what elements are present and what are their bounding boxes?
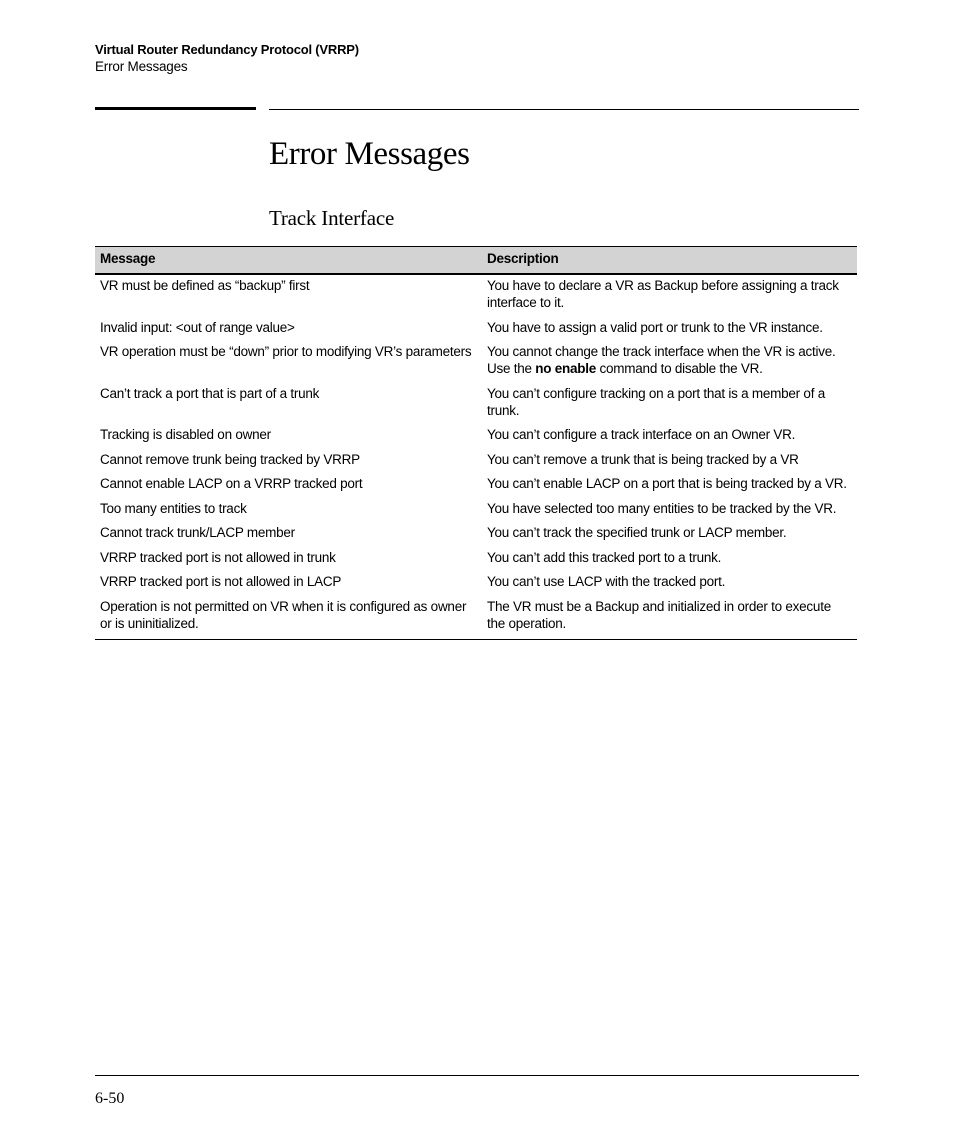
table-row [95, 424, 857, 449]
section-title: Error Messages [269, 136, 470, 172]
page-number: 6-50 [95, 1090, 125, 1107]
description-cell: You can’t enable LACP on a port that is being tracked by a VR. [487, 476, 847, 491]
message-cell: VRRP tracked port is not allowed in trunk [100, 549, 336, 565]
running-header-chapter: Virtual Router Redundancy Protocol (VRRP) [95, 42, 359, 57]
table-row [95, 498, 857, 523]
description-cell [482, 341, 857, 383]
description-cell: The VR must be a Backup and initialized in order to execute the operation. [482, 596, 857, 640]
table-row [95, 317, 857, 342]
subsection-title: Track Interface [269, 206, 395, 230]
description-text: You cannot change the track interface when the VR is active. Use the [487, 344, 836, 376]
message-cell: Invalid input: <out of range value> [100, 319, 295, 335]
table-row [95, 547, 857, 572]
message-cell: VR must be defined as “backup” first [100, 278, 310, 293]
header-rule-thin [269, 109, 859, 110]
table-row [95, 473, 857, 498]
table-row [95, 596, 857, 640]
command-keyword: no enable [535, 361, 597, 376]
description-cell: You can’t track the specified trunk or LACP member. [487, 525, 787, 540]
column-header-description: Description [482, 247, 857, 275]
footer-rule [95, 1075, 859, 1076]
message-cell: VR operation must be “down” prior to modifying VR’s parameters [100, 344, 472, 359]
table-row [95, 274, 857, 317]
description-cell: You can’t configure a track interface on an Owner VR. [487, 427, 796, 442]
table-row [95, 522, 857, 547]
running-header-section: Error Messages [95, 59, 188, 74]
message-cell: VRRP tracked port is not allowed in LACP [100, 574, 342, 589]
column-header-message: Message [95, 247, 482, 275]
table-header-row [95, 247, 857, 275]
table-row [95, 383, 857, 425]
message-cell: Cannot remove trunk being tracked by VRRP [100, 451, 360, 467]
table-row [95, 341, 857, 383]
message-cell: Too many entities to track [100, 500, 247, 516]
description-cell: You can’t add this tracked port to a trunk. [487, 549, 722, 565]
message-cell: Cannot enable LACP on a VRRP tracked port [100, 476, 363, 491]
description-cell: You have to assign a valid port or trunk to the VR instance. [487, 319, 823, 335]
message-cell: Can’t track a port that is part of a trunk [100, 385, 320, 401]
header-rule-thick [95, 107, 256, 110]
description-cell: You can’t use LACP with the tracked port. [487, 574, 726, 589]
description-text: command to disable the VR. [596, 361, 763, 376]
message-cell: Cannot track trunk/LACP member [100, 525, 295, 540]
error-messages-table [95, 246, 857, 640]
message-cell: Operation is not permitted on VR when it is configured as owner or is uninitialized. [95, 596, 482, 640]
description-cell: You can’t configure tracking on a port that is a member of a trunk. [487, 385, 825, 418]
description-cell: You have to declare a VR as Backup before assigning a track interface to it. [487, 278, 839, 310]
table-row [95, 571, 857, 596]
description-cell: You can’t remove a trunk that is being tracked by a VR [487, 451, 799, 467]
message-cell: Tracking is disabled on owner [100, 427, 271, 442]
description-cell: You have selected too many entities to be tracked by the VR. [487, 500, 837, 516]
table-row [95, 449, 857, 474]
